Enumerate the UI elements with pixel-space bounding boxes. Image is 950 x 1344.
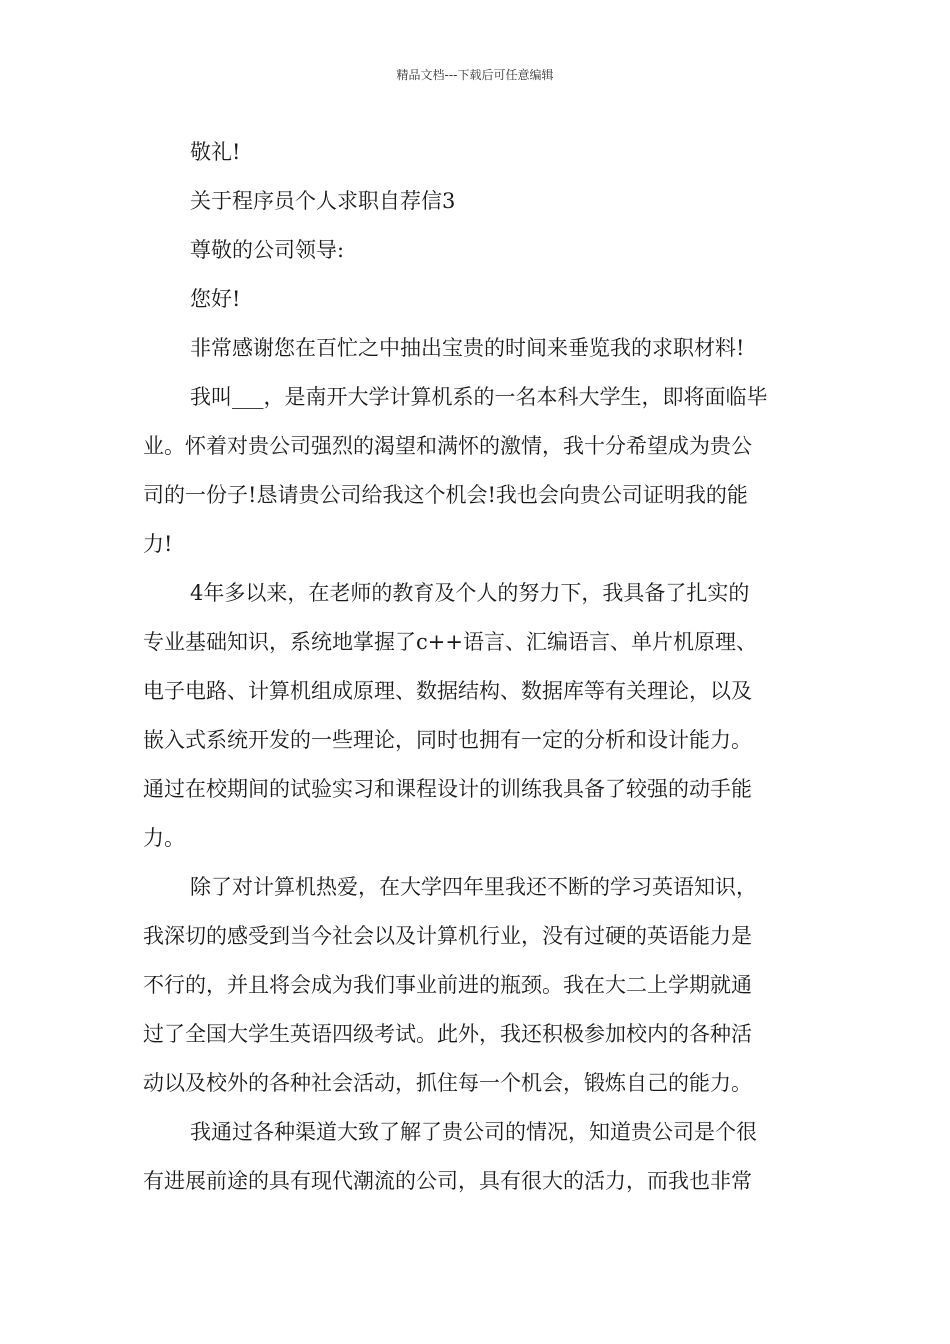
text-line: 不行的，并且将会成为我们事业前进的瓶颈。我在大二上学期就通 — [143, 973, 752, 997]
text-line: 关于程序员个人求职自荐信3 — [190, 189, 456, 213]
text-line: 嵌入式系统开发的一些理论，同时也拥有一定的分析和设计能力。 — [143, 728, 752, 752]
text-line: 除了对计算机热爱，在大学四年里我还不断的学习英语知识， — [190, 875, 757, 899]
text-line: 我通过各种渠道大致了解了贵公司的情况，知道贵公司是个很 — [190, 1120, 757, 1144]
text-line: 力。 — [143, 826, 185, 850]
page-header-watermark: 精品文档---下载后可任意编辑 — [396, 68, 554, 82]
text-line: 动以及校外的各种社会活动，抓住每一个机会，锻炼自己的能力。 — [143, 1071, 752, 1095]
text-line: 您好! — [190, 287, 241, 311]
text-line: 我叫___，是南开大学计算机系的一名本科大学生，即将面临毕 — [190, 385, 768, 409]
text-line: 电子电路、计算机组成原理、数据结构、数据库等有关理论，以及 — [143, 679, 752, 703]
text-line: 力! — [143, 532, 173, 556]
text-line: 司的一份子!恳请贵公司给我这个机会!我也会向贵公司证明我的能 — [143, 483, 748, 507]
text-line: 非常感谢您在百忙之中抽出宝贵的时间来垂览我的求职材料! — [190, 336, 745, 360]
text-line: 专业基础知识，系统地掌握了c++语言、汇编语言、单片机原理、 — [143, 630, 757, 654]
letter-body — [143, 128, 810, 1206]
text-line: 通过在校期间的试验实习和课程设计的训练我具备了较强的动手能 — [143, 777, 752, 801]
text-line: 业。怀着对贵公司强烈的渴望和满怀的激情，我十分希望成为贵公 — [143, 434, 752, 458]
text-line: 有进展前途的具有现代潮流的公司，具有很大的活力，而我也非常 — [143, 1169, 752, 1193]
text-line: 4年多以来，在老师的教育及个人的努力下，我具备了扎实的 — [190, 581, 750, 605]
text-line: 过了全国大学生英语四级考试。此外，我还积极参加校内的各种活 — [143, 1022, 752, 1046]
text-line: 尊敬的公司领导: — [190, 238, 345, 262]
text-line: 敬礼! — [190, 140, 241, 164]
text-line: 我深切的感受到当今社会以及计算机行业，没有过硬的英语能力是 — [143, 924, 752, 948]
